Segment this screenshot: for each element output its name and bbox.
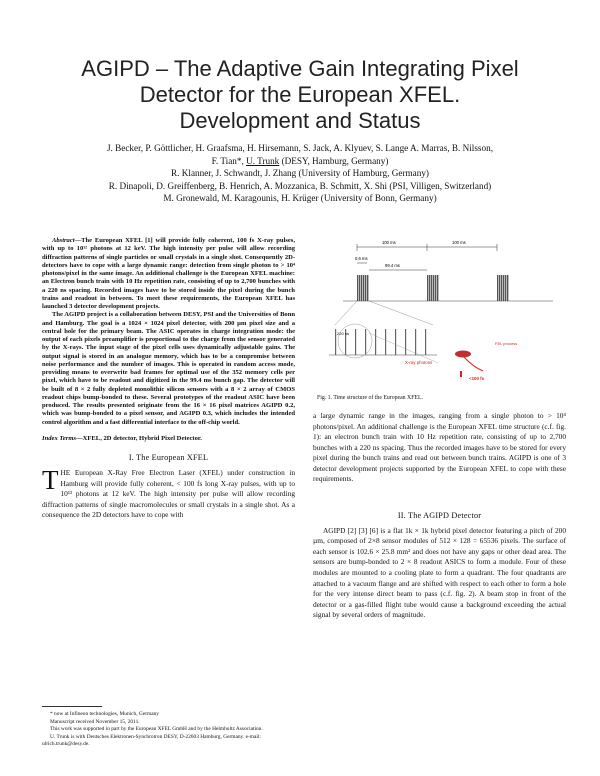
- footnote-3: This work was supported in part by the European XFEL GmbH and by the Helmholtz Association.: [50, 726, 263, 732]
- footnotes: [42, 706, 295, 749]
- footnote-4: U. Trunk is with Deutsches Elektronen-Synchrotron DESY, D-22603 Hamburg, Germany. e-mail: ulrich.trunk@desy.de.: [42, 733, 261, 747]
- figure-1: [313, 237, 566, 387]
- title-line-2: Detector for the European XFEL.: [139, 82, 461, 107]
- index-terms-label: Index Terms: [42, 434, 77, 442]
- label-99-4ms: 99.4 ms: [385, 263, 400, 268]
- author-line-5: M. Gronewald, M. Karagounis, H. Krüger (University of Bonn, Germany): [163, 193, 437, 204]
- label-xray-photons: X-ray photons: [405, 360, 433, 365]
- right-column: [313, 237, 566, 621]
- section-2-para: AGIPD [2] [3] [6] is a flat 1k × 1k hybrid pixel detector featuring a pitch of 200 µm, composed of 2×8 sensor modules of 512 × 128 = 65536 pixels. The surface of each sensor is 102.6 × 25.8 mm² and does not have any gaps or other dead area. The sensors are bump-bonded to 2 × 8 readout ASICS to form a module. Four of these modules are mounted to a cooling plate to form a quadrant. The four quadrants are attached to a vacuum flange and are shifted with respect to each other to form a hole for the very intense direct beam to pass (c.f. fig. 2). A beam stop in front of the detector or a gas-filled flight tube would cause a background exceeding the actual signal by several orders of magnitude.: [313, 525, 566, 620]
- author-line-2-pre: F. Tian*,: [211, 155, 247, 166]
- section-2-title: II. The AGIPD Detector: [397, 510, 482, 520]
- fel-beam: [463, 356, 483, 371]
- section-2-text: [313, 526, 566, 621]
- author-block: [40, 142, 560, 205]
- abstract-para-1: [42, 237, 295, 311]
- author-line-2: [40, 155, 560, 168]
- title-line-3: Development and Status: [179, 108, 421, 133]
- author-line-2-post: (DESY, Hamburg, Germany): [279, 155, 389, 166]
- title-line-1: AGIPD – The Adaptive Gain Integrating Pixel: [81, 56, 519, 81]
- label-fel: FEL process: [495, 341, 518, 346]
- author-line-3: R. Klanner, J. Schwandt, J. Zhang (University of Hamburg, Germany): [171, 168, 429, 179]
- figure-1-caption: Fig. 1. Time structure of the European XFEL.: [317, 395, 423, 401]
- abstract: [42, 237, 295, 427]
- left-column: [42, 237, 295, 521]
- label-100fs: <100 fs: [469, 376, 485, 381]
- label-100ms-b: 100 ms: [452, 240, 466, 245]
- time-structure-diagram: [313, 237, 566, 387]
- paper-title: [50, 56, 550, 134]
- index-terms: [42, 435, 295, 443]
- author-line-1: J. Becker, P. Göttlicher, H. Graafsma, H. Hirsemann, S. Jack, A. Klyuev, S. Lange A. Marras, B. Nilsson,: [106, 143, 493, 153]
- bunch-train-3: [497, 275, 508, 301]
- corresponding-author: U. Trunk: [246, 155, 280, 166]
- section-1-text: THE European X-Ray Free Electron Laser (XFEL) under construction in Hamburg will provide fully coherent, < 100 fs long X-ray pulses, with up to 10¹² photons at 12 keV. The high intensity per pulse will allow recording diffraction patterns of single macromolecules or small crystals in a single shot. As a consequence the 2D detectors have to cope with: [42, 465, 295, 520]
- footnote-2: Manuscript received November 15, 2011.: [50, 718, 140, 725]
- index-terms-text: —XFEL, 2D detector, Hybrid Pixel Detector.: [76, 434, 202, 442]
- right-intro-para: a large dynamic range in the images, ranging from a single photon to > 10⁴ photons/pixel. An additional challenge is the European XFEL time structure (c.f. fig. 1): an electron bunch train with 10 Hz repetition rate, consisting of up to 2,700 bunches with a 220 ns spacing. Thus the recorded images have to be stored for every pixel during the bunch trains and read out between bunch trains. AGIPD is one of 3 detector development projects supported by the European XFEL to cope with these requirements.: [313, 411, 566, 484]
- bunch-train-2: [427, 275, 438, 301]
- section-1-title: I. The European XFEL: [128, 453, 209, 463]
- author-line-4: R. Dinapoli, D. Greiffenberg, B. Henrich, A. Mozzanica, B. Schmitt, X. Shi (PSI, Villigen, Switzerland): [108, 180, 492, 191]
- bunch-train-1: [357, 275, 368, 301]
- photon-pulse: [460, 371, 462, 377]
- abstract-para-2: The AGIPD project is a collaboration between DESY, PSI and the Universities of Bonn and Hamburg. The goal is a 1024 × 1024 pixel detector, with 200 µm pixel size and a central hole for the primary beam. The ASIC operates in charge integration mode: the output of each pixels preamplifier is proportional to the charge from the sensor generated by the X-rays. The input stage of the pixel cells uses dynamically adjustable gains. The output signal is stored in an analogue memory, which has to be a compromise between noise performance and the number of images. This is operated in random access mode, providing means to overwrite bad frames for optimal use of the 352 memory cells per pixel, which have to be readout and digitized in the 99.4 ms bunch gap. The detector will be built of 8 × 2 fully depleted monolithic silicon sensors with a 8 × 2 array of CMOS readout chips bump-bonded to these. Several prototypes of the readout ASIC have been produced. The results presented originate from the 16 × 16 pixel matrices AGIPD 0.2, which was bump-bonded to a pixel sensor, and AGIPD 0.3, which includes the intended control algorithm and a fast differential interface to the off-chip world.: [42, 311, 295, 426]
- label-100ms-a: 100 ms: [382, 240, 396, 245]
- abstract-text-1: —The European XFEL [1] will provide fully coherent, 100 fs X-ray pulses, with up to 10¹² photons at 12 keV. The high intensity per pulse will allow recording diffraction patterns of single particles or small crystals in a single shot. Consequently 2D-detectors have to cope with a large dynamic range: detection from single photon to > 10⁴ photons/pixel in the same image. An additional challenge is the European XFEL machine: an Electron bunch train with 10 Hz repetition rate, consisting of up to 2,700 bunches with a 220 ns spacing. Recorded images have to be stored inside the pixel during the bunch trains and readout in between. To meet these requirements, the European XFEL has launched 3 detector development projects.: [42, 237, 295, 310]
- abstract-label: Abstract: [52, 237, 75, 244]
- label-220ns: 220 ns: [337, 331, 350, 336]
- right-column-text: [313, 411, 566, 485]
- footnote-rule: [42, 706, 102, 707]
- footnote-1: * now at Infineon technologies, Munich, Germany: [50, 711, 159, 717]
- label-0-6ms: 0.6 ms: [355, 256, 368, 261]
